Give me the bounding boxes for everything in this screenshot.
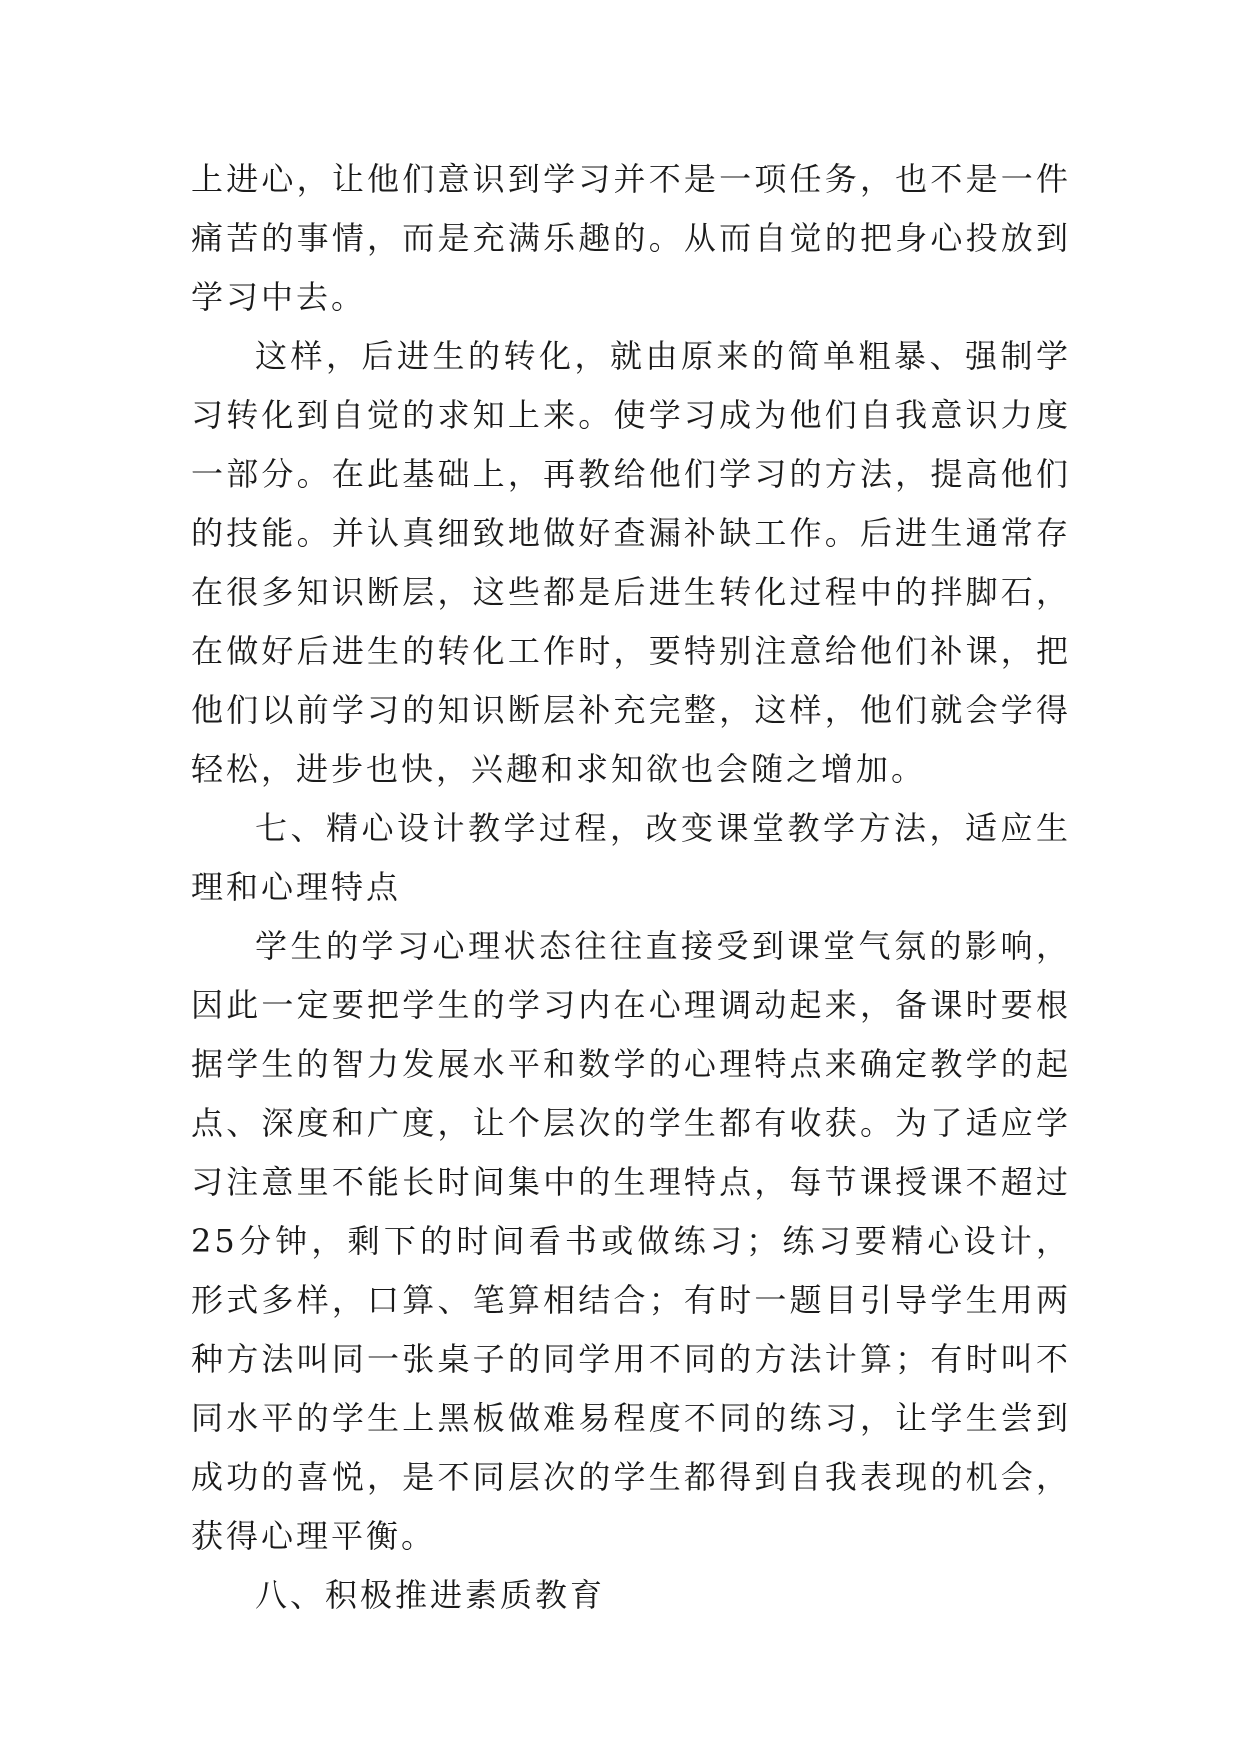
- section-heading-seven: 七、精心设计教学过程，改变课堂教学方法，适应生理和心理特点: [191, 809, 1071, 906]
- paragraph-transformation: 这样，后进生的转化，就由原来的简单粗暴、强制学习转化到自觉的求知上来。使学习成为他们自我意识力度一部分。在此基础上，再教给他们学习的方法，提高他们的技能。并认真细致地做好查漏补缺工作。后进生通常存在很多知识断层，这些都是后进生转化过程中的拌脚石，在做好后进生的转化工作时，要特别注意给他们补课，把他们以前学习的知识断层补充完整，这样，他们就会学得轻松，进步也快，兴趣和求知欲也会随之增加。: [191, 337, 1071, 788]
- section-heading-eight: 八、积极推进素质教育: [255, 1576, 606, 1614]
- paragraph-motivation-continued: 上进心，让他们意识到学习并不是一项任务，也不是一件痛苦的事情，而是充满乐趣的。从而自觉的把身心投放到学习中去。: [191, 160, 1071, 316]
- paragraph-classroom-psychology: 学生的学习心理状态往往直接受到课堂气氛的影响，因此一定要把学生的学习内在心理调动起来，备课时要根据学生的智力发展水平和数学的心理特点来确定教学的起点、深度和广度，让个层次的学生都有收获。为了适应学习注意里不能长时间集中的生理特点，每节课授课不超过25分钟，剩下的时间看书或做练习；练习要精心设计，形式多样，口算、笔算相结合；有时一题目引导学生用两种方法叫同一张桌子的同学用不同的方法计算；有时叫不同水平的学生上黑板做难易程度不同的练习，让学生尝到成功的喜悦，是不同层次的学生都得到自我表现的机会，获得心理平衡。: [191, 927, 1071, 1555]
- document-body: [191, 150, 1071, 1625]
